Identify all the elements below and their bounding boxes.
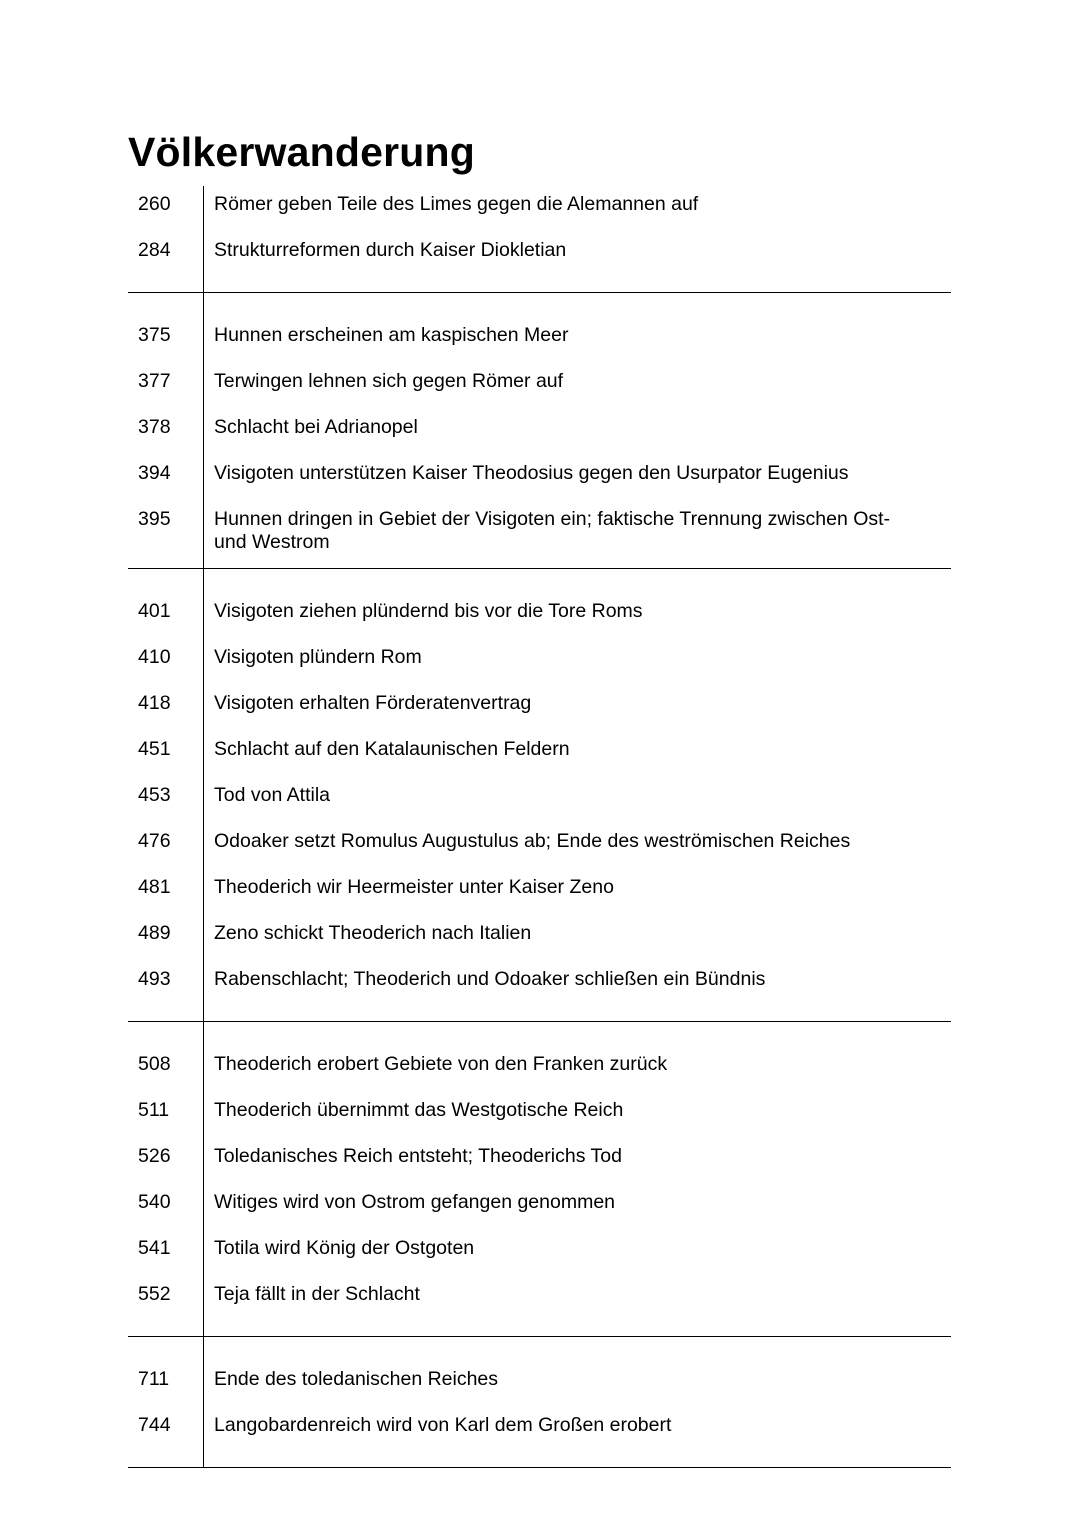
event-text: Totila wird König der Ostgoten bbox=[214, 1237, 475, 1259]
year-label: 451 bbox=[138, 738, 171, 760]
year-label: 744 bbox=[138, 1414, 171, 1436]
event-text: Hunnen erscheinen am kaspischen Meer bbox=[214, 324, 569, 346]
year-label: 377 bbox=[138, 370, 171, 392]
year-label: 552 bbox=[138, 1283, 171, 1305]
year-label: 410 bbox=[138, 646, 171, 668]
year-label: 401 bbox=[138, 600, 171, 622]
event-text: Theoderich wir Heermeister unter Kaiser Zeno bbox=[214, 876, 614, 898]
year-label: 394 bbox=[138, 462, 171, 484]
timeline-section bbox=[128, 293, 951, 569]
year-label: 526 bbox=[138, 1145, 171, 1167]
year-column bbox=[128, 1022, 204, 1336]
year-label: 453 bbox=[138, 784, 171, 806]
year-label: 418 bbox=[138, 692, 171, 714]
page-title: Völkerwanderung bbox=[128, 129, 476, 175]
year-label: 489 bbox=[138, 922, 171, 944]
event-text: Theoderich erobert Gebiete von den Franken zurück bbox=[214, 1053, 668, 1075]
event-text: Terwingen lehnen sich gegen Römer auf bbox=[214, 370, 564, 392]
year-column bbox=[128, 569, 204, 1021]
event-text: Visigoten erhalten Förderatenvertrag bbox=[214, 692, 532, 714]
event-text: Visigoten unterstützen Kaiser Theodosius gegen den Usurpator Eugenius bbox=[214, 462, 849, 484]
timeline-section bbox=[128, 1022, 951, 1337]
timeline-table bbox=[128, 186, 951, 1468]
year-label: 541 bbox=[138, 1237, 171, 1259]
event-text: Hunnen dringen in Gebiet der Visigoten ein; faktische Trennung zwischen Ost- und Westrom bbox=[214, 508, 891, 553]
year-label: 378 bbox=[138, 416, 171, 438]
event-text: Römer geben Teile des Limes gegen die Alemannen auf bbox=[214, 193, 699, 215]
year-label: 476 bbox=[138, 830, 171, 852]
year-label: 481 bbox=[138, 876, 171, 898]
year-label: 260 bbox=[138, 193, 171, 215]
event-column bbox=[204, 186, 951, 292]
event-text: Visigoten ziehen plündernd bis vor die Tore Roms bbox=[214, 600, 643, 622]
event-text: Tod von Attila bbox=[214, 784, 330, 806]
event-text: Visigoten plündern Rom bbox=[214, 646, 422, 668]
event-text: Schlacht bei Adrianopel bbox=[214, 416, 418, 438]
year-column bbox=[128, 293, 204, 568]
event-text: Schlacht auf den Katalaunischen Feldern bbox=[214, 738, 570, 760]
timeline-section bbox=[128, 569, 951, 1022]
event-text: Odoaker setzt Romulus Augustulus ab; Ende des weströmischen Reiches bbox=[214, 830, 851, 852]
event-text: Toledanisches Reich entsteht; Theoderichs Tod bbox=[214, 1145, 622, 1167]
year-label: 395 bbox=[138, 508, 171, 530]
year-label: 511 bbox=[138, 1099, 170, 1121]
event-column bbox=[204, 1022, 951, 1336]
event-column bbox=[204, 293, 951, 568]
event-text: Rabenschlacht; Theoderich und Odoaker schließen ein Bündnis bbox=[214, 968, 766, 990]
year-label: 711 bbox=[138, 1368, 170, 1390]
event-column bbox=[204, 569, 951, 1021]
year-column bbox=[128, 186, 204, 292]
timeline-section bbox=[128, 1337, 951, 1468]
event-text: Strukturreformen durch Kaiser Diokletian bbox=[214, 239, 567, 261]
event-text: Ende des toledanischen Reiches bbox=[214, 1368, 499, 1390]
year-label: 284 bbox=[138, 239, 171, 261]
year-label: 375 bbox=[138, 324, 171, 346]
event-text: Langobardenreich wird von Karl dem Großen erobert bbox=[214, 1414, 672, 1436]
event-text: Witiges wird von Ostrom gefangen genommen bbox=[214, 1191, 616, 1213]
year-label: 508 bbox=[138, 1053, 171, 1075]
event-column bbox=[204, 1337, 951, 1467]
year-column bbox=[128, 1337, 204, 1467]
event-text: Zeno schickt Theoderich nach Italien bbox=[214, 922, 532, 944]
event-text: Theoderich übernimmt das Westgotische Reich bbox=[214, 1099, 624, 1121]
event-text: Teja fällt in der Schlacht bbox=[214, 1283, 420, 1305]
year-label: 493 bbox=[138, 968, 171, 990]
year-label: 540 bbox=[138, 1191, 171, 1213]
timeline-section bbox=[128, 186, 951, 293]
